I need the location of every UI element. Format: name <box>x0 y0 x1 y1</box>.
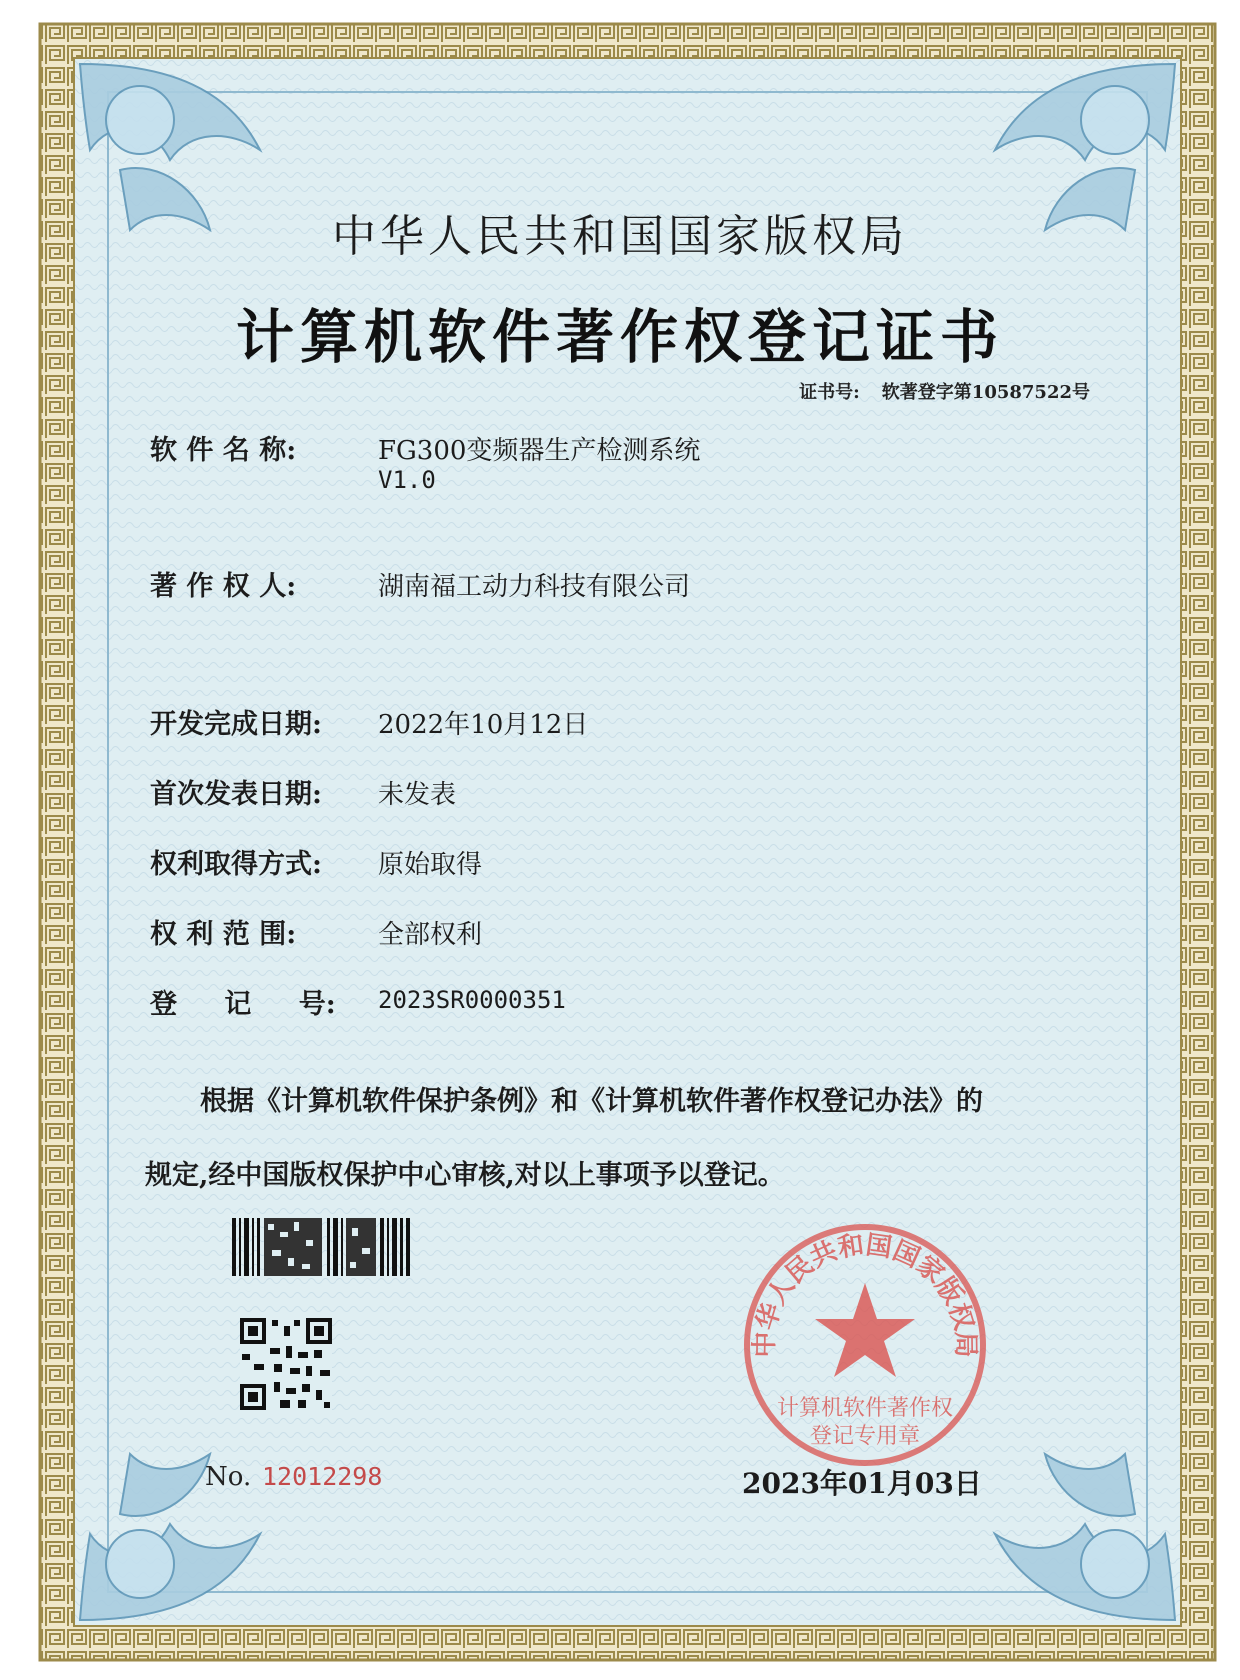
development-date-value: 2022年10月12日 <box>378 710 589 740</box>
official-seal <box>735 1215 995 1475</box>
registration-number-value: 2023SR0000351 <box>378 986 566 1014</box>
development-date-label: 开发完成日期: <box>150 709 322 740</box>
serial-number-label: No. <box>205 1462 252 1492</box>
barcode <box>232 1218 412 1276</box>
qr-code <box>240 1318 332 1410</box>
issue-date: 2023年01月03日 <box>742 1467 982 1500</box>
copyright-owner-label: 著 作 权 人: <box>150 571 297 602</box>
registration-number-label: 登 记 号: <box>150 989 336 1020</box>
issuing-agency: 中华人民共和国国家版权局 <box>332 211 908 262</box>
acquisition-method-label: 权利取得方式: <box>150 849 322 880</box>
certificate-number-label: 证书号: <box>799 382 860 403</box>
serial-number-value: 12012298 <box>262 1462 383 1491</box>
first-publication-value: 未发表 <box>378 780 457 810</box>
statement-line-2: 规定,经中国版权保护中心审核,对以上事项予以登记。 <box>145 1160 785 1191</box>
rights-scope-label: 权 利 范 围: <box>150 919 297 950</box>
certificate-title: 计算机软件著作权登记证书 <box>235 303 1004 371</box>
seal-line-1: 计算机软件著作权 <box>776 1396 954 1421</box>
statement-line-1: 根据《计算机软件保护条例》和《计算机软件著作权登记办法》的 <box>200 1086 983 1117</box>
certificate-number-value: 软著登字第10587522号 <box>881 382 1090 403</box>
copyright-owner-value: 湖南福工动力科技有限公司 <box>378 572 691 602</box>
software-name-value: FG300变频器生产检测系统 <box>378 436 701 466</box>
first-publication-label: 首次发表日期: <box>150 779 322 810</box>
seal-ring-text: 中华人民共和国国家版权局 <box>749 1230 981 1358</box>
rights-scope-value: 全部权利 <box>378 920 483 950</box>
acquisition-method-value: 原始取得 <box>378 850 483 880</box>
software-name-label: 软 件 名 称: <box>150 435 297 466</box>
seal-line-2: 登记专用章 <box>809 1424 921 1449</box>
software-version-value: V1.0 <box>378 466 436 494</box>
certificate-number <box>799 378 1090 404</box>
